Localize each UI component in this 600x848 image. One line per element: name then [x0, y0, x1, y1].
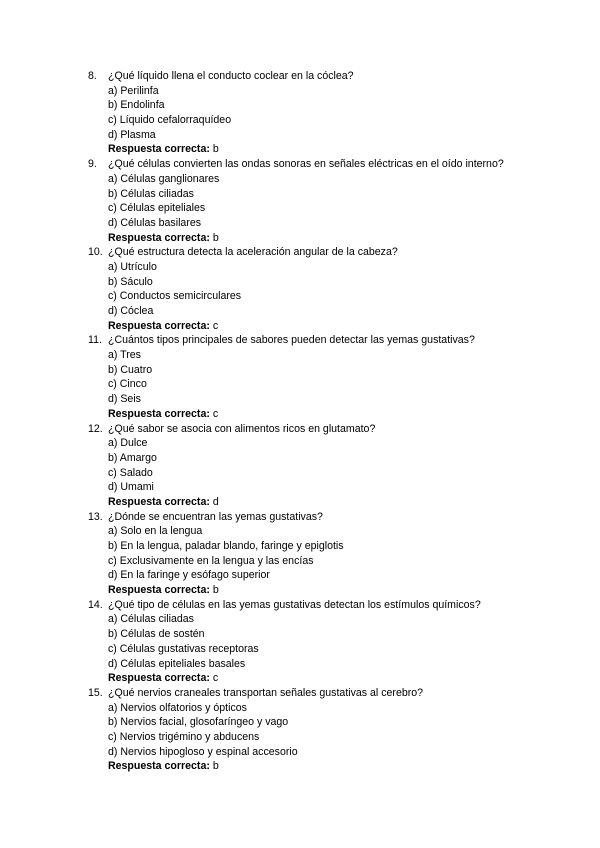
correct-answer: [0, 583, 600, 598]
answer-option: d) En la faringe y esófago superior: [108, 569, 270, 582]
answer-option: b) Nervios facial, glosofaríngeo y vago: [108, 716, 289, 729]
question-item: [0, 598, 600, 686]
correct-answer-value: b: [212, 143, 219, 156]
answer-option: b) Endolinfa: [108, 99, 165, 112]
correct-answer-label: Respuesta correcta:: [108, 231, 210, 244]
answer-option: d) Células basilares: [108, 216, 202, 229]
question-text: ¿Qué células convierten las ondas sonoras en señales eléctricas en el oído interno?: [108, 158, 504, 171]
question-item: [0, 686, 600, 774]
answer-option: b) Amargo: [108, 451, 157, 464]
question-list: [0, 69, 600, 774]
question-stem: [0, 422, 600, 437]
correct-answer-value: b: [212, 231, 219, 244]
answer-option: d) Plasma: [108, 128, 156, 141]
answer-option: d) Seis: [108, 393, 141, 406]
answer-option: c) Células epiteliales: [108, 202, 206, 215]
question-number: 15.: [88, 686, 103, 699]
answer-option: c) Exclusivamente en la lengua y las encías: [108, 554, 314, 567]
correct-answer-value: b: [212, 584, 219, 597]
correct-answer: [0, 407, 600, 422]
answer-option: b) En la lengua, paladar blando, faringe y epiglotis: [108, 540, 344, 552]
correct-answer-label: Respuesta correcta:: [108, 319, 210, 332]
correct-answer: [0, 231, 600, 246]
correct-answer-label: Respuesta correcta:: [108, 760, 210, 773]
correct-answer-value: b: [212, 760, 219, 773]
answer-option: d) Umami: [108, 481, 154, 494]
question-stem: [0, 69, 600, 84]
answer-option: b) Células ciliadas: [108, 187, 194, 200]
question-item: [0, 157, 600, 245]
question-text: ¿Qué nervios craneales transportan señales gustativas al cerebro?: [108, 686, 424, 699]
question-item: [0, 333, 600, 421]
question-text: ¿Qué líquido llena el conducto coclear en la cóclea?: [108, 70, 354, 82]
question-stem: [0, 510, 600, 525]
answer-option: c) Células gustativas receptoras: [108, 642, 259, 655]
answer-option: c) Líquido cefalorraquídeo: [108, 114, 232, 127]
answer-option: c) Conductos semicirculares: [108, 290, 242, 303]
question-stem: [0, 245, 600, 260]
answer-option: c) Nervios trigémino y abducens: [108, 730, 260, 743]
answer-option: a) Dulce: [108, 437, 148, 450]
answer-option: d) Células epiteliales basales: [108, 657, 246, 670]
answer-option: d) Cóclea: [108, 305, 154, 317]
correct-answer: [0, 319, 600, 334]
question-item: [0, 245, 600, 333]
answer-option: a) Perilinfa: [108, 84, 159, 97]
question-item: [0, 422, 600, 510]
question-stem: [0, 686, 600, 701]
answer-option: a) Células ciliadas: [108, 613, 194, 626]
question-text: ¿Qué sabor se asocia con alimentos ricos en glutamato?: [108, 422, 376, 435]
correct-answer-label: Respuesta correcta:: [108, 407, 210, 420]
question-number: 11.: [88, 334, 102, 347]
question-number: 12.: [88, 422, 103, 435]
correct-answer: [0, 495, 600, 510]
answer-option: d) Nervios hipogloso y espinal accesorio: [108, 745, 298, 758]
answer-option: b) Sáculo: [108, 275, 153, 288]
correct-answer-label: Respuesta correcta:: [108, 584, 210, 597]
question-stem: [0, 598, 600, 613]
correct-answer-label: Respuesta correcta:: [108, 143, 210, 156]
correct-answer: [0, 759, 600, 774]
question-number: 14.: [88, 598, 103, 611]
question-stem: [0, 157, 600, 172]
question-text: ¿Cuántos tipos principales de sabores pueden detectar las yemas gustativas?: [108, 334, 475, 347]
answer-option: b) Cuatro: [108, 363, 153, 376]
question-number: 10.: [88, 246, 103, 259]
correct-answer-label: Respuesta correcta:: [108, 495, 210, 508]
question-item: [0, 510, 600, 598]
question-text: ¿Dónde se encuentran las yemas gustativas?: [108, 510, 323, 523]
answer-option: a) Nervios olfatorios y ópticos: [108, 701, 247, 714]
question-number: 8.: [88, 70, 97, 82]
correct-answer-value: c: [212, 319, 219, 332]
correct-answer-value: c: [212, 407, 219, 420]
question-text: ¿Qué tipo de células en las yemas gustativas detectan los estímulos químicos?: [108, 598, 481, 611]
answer-option: c) Salado: [108, 466, 153, 479]
correct-answer-label: Respuesta correcta:: [108, 672, 210, 685]
answer-option: a) Tres: [108, 349, 141, 362]
question-item: [0, 69, 600, 157]
correct-answer-value: d: [212, 495, 219, 508]
question-text: ¿Qué estructura detecta la aceleración angular de la cabeza?: [108, 246, 398, 259]
correct-answer-value: c: [212, 672, 219, 685]
answer-option: a) Solo en la lengua: [108, 525, 203, 538]
answer-option: a) Células ganglionares: [108, 172, 220, 185]
question-number: 13.: [88, 510, 103, 523]
question-stem: [0, 333, 600, 348]
correct-answer: [0, 142, 600, 157]
correct-answer: [0, 671, 600, 686]
question-number: 9.: [88, 158, 97, 171]
answer-option: b) Células de sostén: [108, 628, 205, 641]
answer-option: a) Utrículo: [108, 260, 157, 273]
answer-option: c) Cinco: [108, 378, 147, 391]
